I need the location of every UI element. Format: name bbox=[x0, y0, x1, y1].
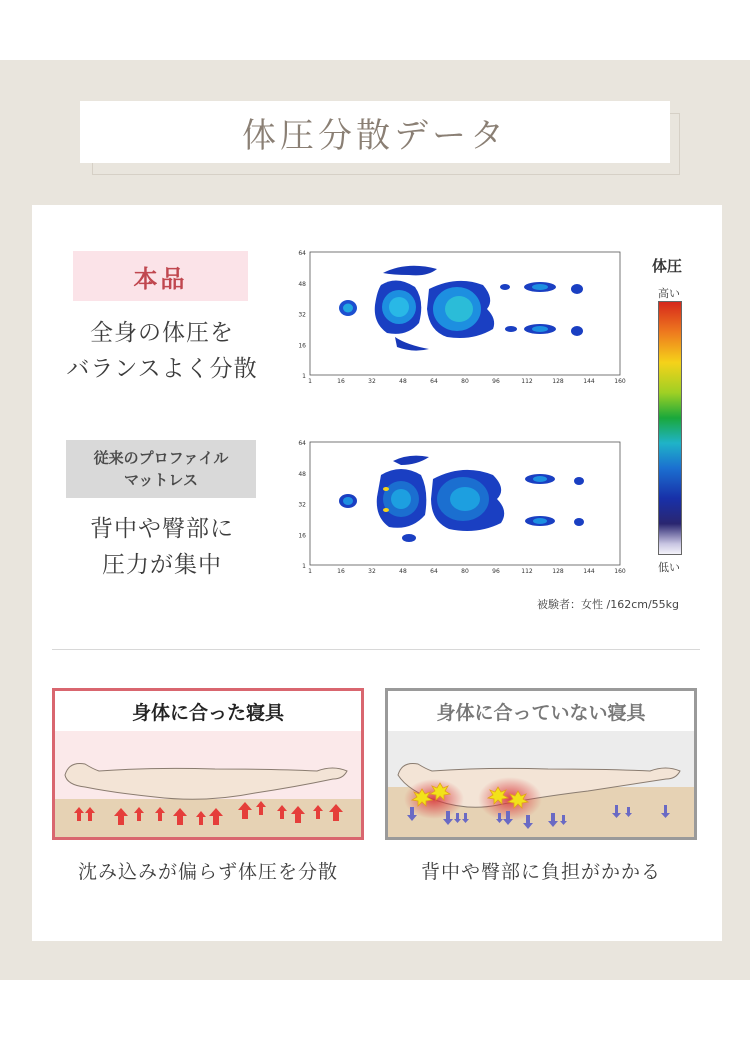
bad-bedding-illustration bbox=[388, 731, 694, 837]
good-bedding-caption: 沈み込みが偏らず体圧を分散 bbox=[77, 861, 338, 883]
bad-bedding-panel bbox=[385, 688, 697, 840]
page-title: 体圧分散データ bbox=[242, 115, 508, 156]
x-tick-label: 160 bbox=[614, 378, 626, 385]
x-tick-label: 1 bbox=[308, 378, 312, 385]
product-tag bbox=[73, 251, 248, 301]
x-tick-label: 48 bbox=[399, 568, 407, 575]
x-tick-label: 112 bbox=[521, 568, 533, 575]
x-tick-label: 64 bbox=[430, 378, 438, 385]
x-tick-label: 16 bbox=[337, 378, 345, 385]
x-tick-label: 96 bbox=[492, 568, 500, 575]
x-tick-label: 144 bbox=[583, 568, 595, 575]
x-tick-label: 32 bbox=[368, 568, 376, 575]
product-description-line: 全身の体圧を bbox=[90, 320, 234, 346]
pressure-map-conventional bbox=[297, 435, 627, 575]
conventional-tag-line: 従来のプロファイル bbox=[93, 449, 229, 467]
conventional-description-line: 背中や臀部に bbox=[90, 516, 234, 542]
content-card bbox=[32, 205, 722, 941]
good-bedding-header bbox=[55, 691, 361, 731]
scale-low-label: 低い bbox=[658, 561, 680, 574]
x-tick-label: 32 bbox=[368, 378, 376, 385]
good-bedding-svg bbox=[55, 731, 361, 837]
x-tick-label: 1 bbox=[308, 568, 312, 575]
pressure-map-product-svg bbox=[297, 245, 627, 385]
y-tick-label: 16 bbox=[298, 342, 306, 350]
title-box bbox=[80, 101, 670, 163]
y-tick-label: 1 bbox=[302, 373, 306, 380]
x-tick-label: 16 bbox=[337, 568, 345, 575]
bad-bedding-header bbox=[388, 691, 694, 731]
product-tag-label: 本品 bbox=[133, 264, 188, 293]
bad-bedding-title: 身体に合っていない寝具 bbox=[436, 701, 646, 724]
product-description bbox=[42, 315, 282, 387]
product-description-line: バランスよく分散 bbox=[66, 356, 258, 382]
x-tick-label: 128 bbox=[552, 568, 564, 575]
x-tick-label: 160 bbox=[614, 568, 626, 575]
bad-bedding-caption: 背中や臀部に負担がかかる bbox=[420, 861, 661, 883]
y-tick-label: 32 bbox=[298, 501, 306, 509]
subject-info: 被験者：女性 /162cm/55kg bbox=[537, 598, 680, 611]
y-tick-label: 48 bbox=[298, 280, 306, 288]
scale-title: 体圧 bbox=[652, 257, 683, 275]
x-tick-label: 80 bbox=[461, 378, 469, 385]
scale-high-label: 高い bbox=[658, 287, 680, 300]
divider bbox=[52, 649, 700, 650]
good-bedding-title: 身体に合った寝具 bbox=[131, 701, 284, 724]
good-bedding-panel bbox=[52, 688, 364, 840]
y-tick-label: 48 bbox=[298, 470, 306, 478]
y-tick-label: 32 bbox=[298, 311, 306, 319]
x-tick-label: 144 bbox=[583, 378, 595, 385]
conventional-tag-line: マットレス bbox=[124, 471, 198, 489]
x-tick-label: 112 bbox=[521, 378, 533, 385]
bad-bedding-svg bbox=[388, 731, 694, 837]
x-tick-label: 64 bbox=[430, 568, 438, 575]
x-tick-label: 96 bbox=[492, 378, 500, 385]
good-bedding-illustration bbox=[55, 731, 361, 837]
pressure-map-product bbox=[297, 245, 627, 385]
y-tick-label: 1 bbox=[302, 563, 306, 570]
y-tick-label: 64 bbox=[298, 250, 306, 257]
x-tick-label: 128 bbox=[552, 378, 564, 385]
y-tick-label: 16 bbox=[298, 532, 306, 540]
x-tick-label: 80 bbox=[461, 568, 469, 575]
conventional-tag bbox=[66, 440, 256, 498]
conventional-description-line: 圧力が集中 bbox=[102, 552, 222, 578]
y-tick-label: 64 bbox=[298, 440, 306, 447]
x-tick-label: 48 bbox=[399, 378, 407, 385]
pressure-color-scale bbox=[658, 301, 682, 555]
pressure-map-conventional-svg bbox=[297, 435, 627, 575]
conventional-description bbox=[42, 511, 282, 583]
